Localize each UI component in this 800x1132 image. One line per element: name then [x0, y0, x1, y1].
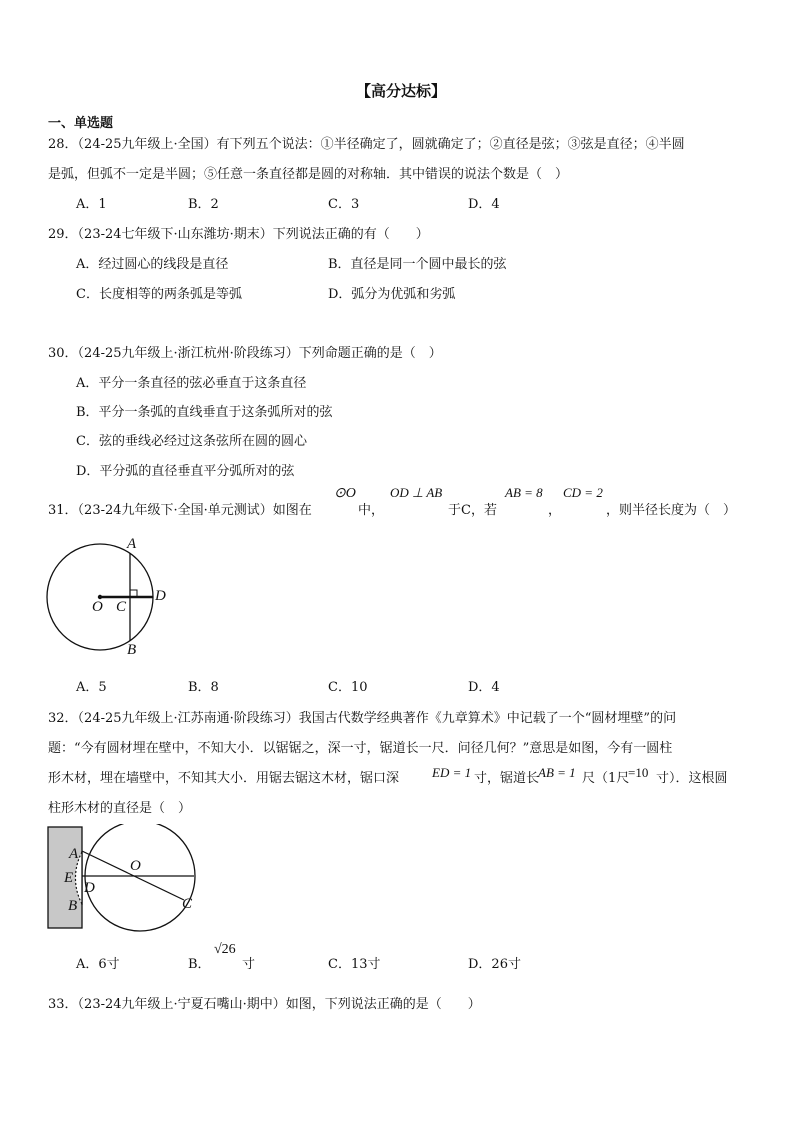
q28-option-a: A．1 [76, 197, 107, 212]
page-title: 【高分达标】 [356, 82, 447, 100]
q31-label-b: B [127, 642, 137, 658]
q32-label-o: O [130, 858, 141, 874]
q32-line1: 32．（24-25九年级上·江苏南通·阶段练习）我国古代数学经典著作《九章算术》中记载了一个“圆材埋壁”的问 [48, 711, 677, 726]
q31-ab: AB = 8 [505, 485, 543, 500]
q30-option-b: B．平分一条弧的直线垂直于这条弧所对的弦 [76, 405, 333, 420]
q32-figure [44, 824, 204, 932]
q32-option-b-sqrt: √26 [214, 942, 236, 957]
q31-comma: ， [548, 503, 562, 518]
q31-mid1: 中， [358, 503, 385, 518]
q28-line1: 28．（24-25九年级上·全国）有下列五个说法：①半径确定了，圆就确定了；②直径是弦；③弦是直径；④半圆 [48, 137, 685, 152]
q28-option-c: C．3 [328, 197, 360, 212]
q31-label-d: D [155, 588, 166, 604]
q31-option-b: B．8 [188, 680, 219, 695]
q30-option-d: D．平分弧的直径垂直平分弧所对的弦 [76, 464, 295, 479]
q33-line1: 33．（23-24九年级上·宁夏石嘴山·期中）如图，下列说法正确的是（ ） [48, 997, 481, 1012]
q31-mid2: 于C，若 [448, 503, 497, 518]
q28-option-d: D．4 [468, 197, 500, 212]
q31-option-c: C．10 [328, 680, 368, 695]
q32-line3d: 寸）．这根圆 [656, 771, 728, 786]
q29-option-c: C．长度相等的两条弧是等弧 [76, 287, 242, 302]
q28-option-b: B．2 [188, 197, 219, 212]
q32-label-b: B [68, 898, 78, 914]
q32-line3b: 寸，锯道长 [474, 771, 540, 786]
q31-option-d: D．4 [468, 680, 500, 695]
q31-circle-o: ⊙O [334, 486, 356, 501]
q32-ed: ED = 1 [432, 765, 472, 780]
q28-line2: 是弧，但弧不一定是半圆；⑤任意一条直径都是圆的对称轴．其中错误的说法个数是（ ） [48, 167, 569, 182]
q32-option-a: A．6寸 [76, 957, 120, 972]
q32-label-a: A [69, 846, 79, 862]
q32-line2: 题：“今有圆材埋在壁中，不知大小．以锯锯之，深一寸，锯道长一尺．问径几何？”意思是如图，今有一圆柱 [48, 741, 673, 756]
q32-log-circle [85, 824, 195, 931]
q32-option-b-prefix: B． [188, 957, 211, 972]
q32-line3a: 形木材，埋在墙壁中，不知其大小．用锯去锯这木材，锯口深 [48, 771, 400, 786]
q32-label-c: C [182, 896, 193, 912]
q31-cd: CD = 2 [563, 485, 603, 500]
section-heading: 一、单选题 [48, 116, 114, 131]
q32-option-d: D．26寸 [468, 957, 521, 972]
q30-line1: 30．（24-25九年级上·浙江杭州·阶段练习）下列命题正确的是（ ） [48, 346, 442, 361]
q31-label-c: C [116, 599, 127, 615]
q31-prefix: 31．（23-24九年级下·全国·单元测试）如图在 [48, 503, 312, 518]
q30-option-c: C．弦的垂线必经过这条弦所在圆的圆心 [76, 434, 307, 449]
q29-option-b: B．直径是同一个圆中最长的弦 [328, 257, 507, 272]
q31-perp: OD ⊥ AB [390, 485, 443, 500]
q32-option-c: C．13寸 [328, 957, 381, 972]
q29-option-d: D．弧分为优弧和劣弧 [328, 287, 456, 302]
q32-line3c: 尺（1尺 [582, 771, 630, 786]
q31-label-o: O [92, 599, 103, 615]
q31-suffix: ，则半径长度为（ ） [606, 503, 737, 518]
q29-option-a: A．经过圆心的线段是直径 [76, 257, 229, 272]
q31-figure [40, 532, 180, 662]
q32-label-e: E [64, 870, 74, 886]
q31-label-a: A [127, 536, 137, 552]
q31-option-a: A．5 [76, 680, 107, 695]
q29-line1: 29．（23-24七年级下·山东潍坊·期末）下列说法正确的有（ ） [48, 227, 429, 242]
q32-line4: 柱形木材的直径是（ ） [48, 801, 192, 816]
q32-eq10: =10 [628, 765, 649, 780]
q30-option-a: A．平分一条直径的弦必垂直于这条直径 [76, 376, 307, 391]
q32-option-b-suffix: 寸 [242, 957, 256, 972]
q32-ab: AB = 1 [538, 765, 576, 780]
q32-label-d: D [84, 880, 95, 896]
